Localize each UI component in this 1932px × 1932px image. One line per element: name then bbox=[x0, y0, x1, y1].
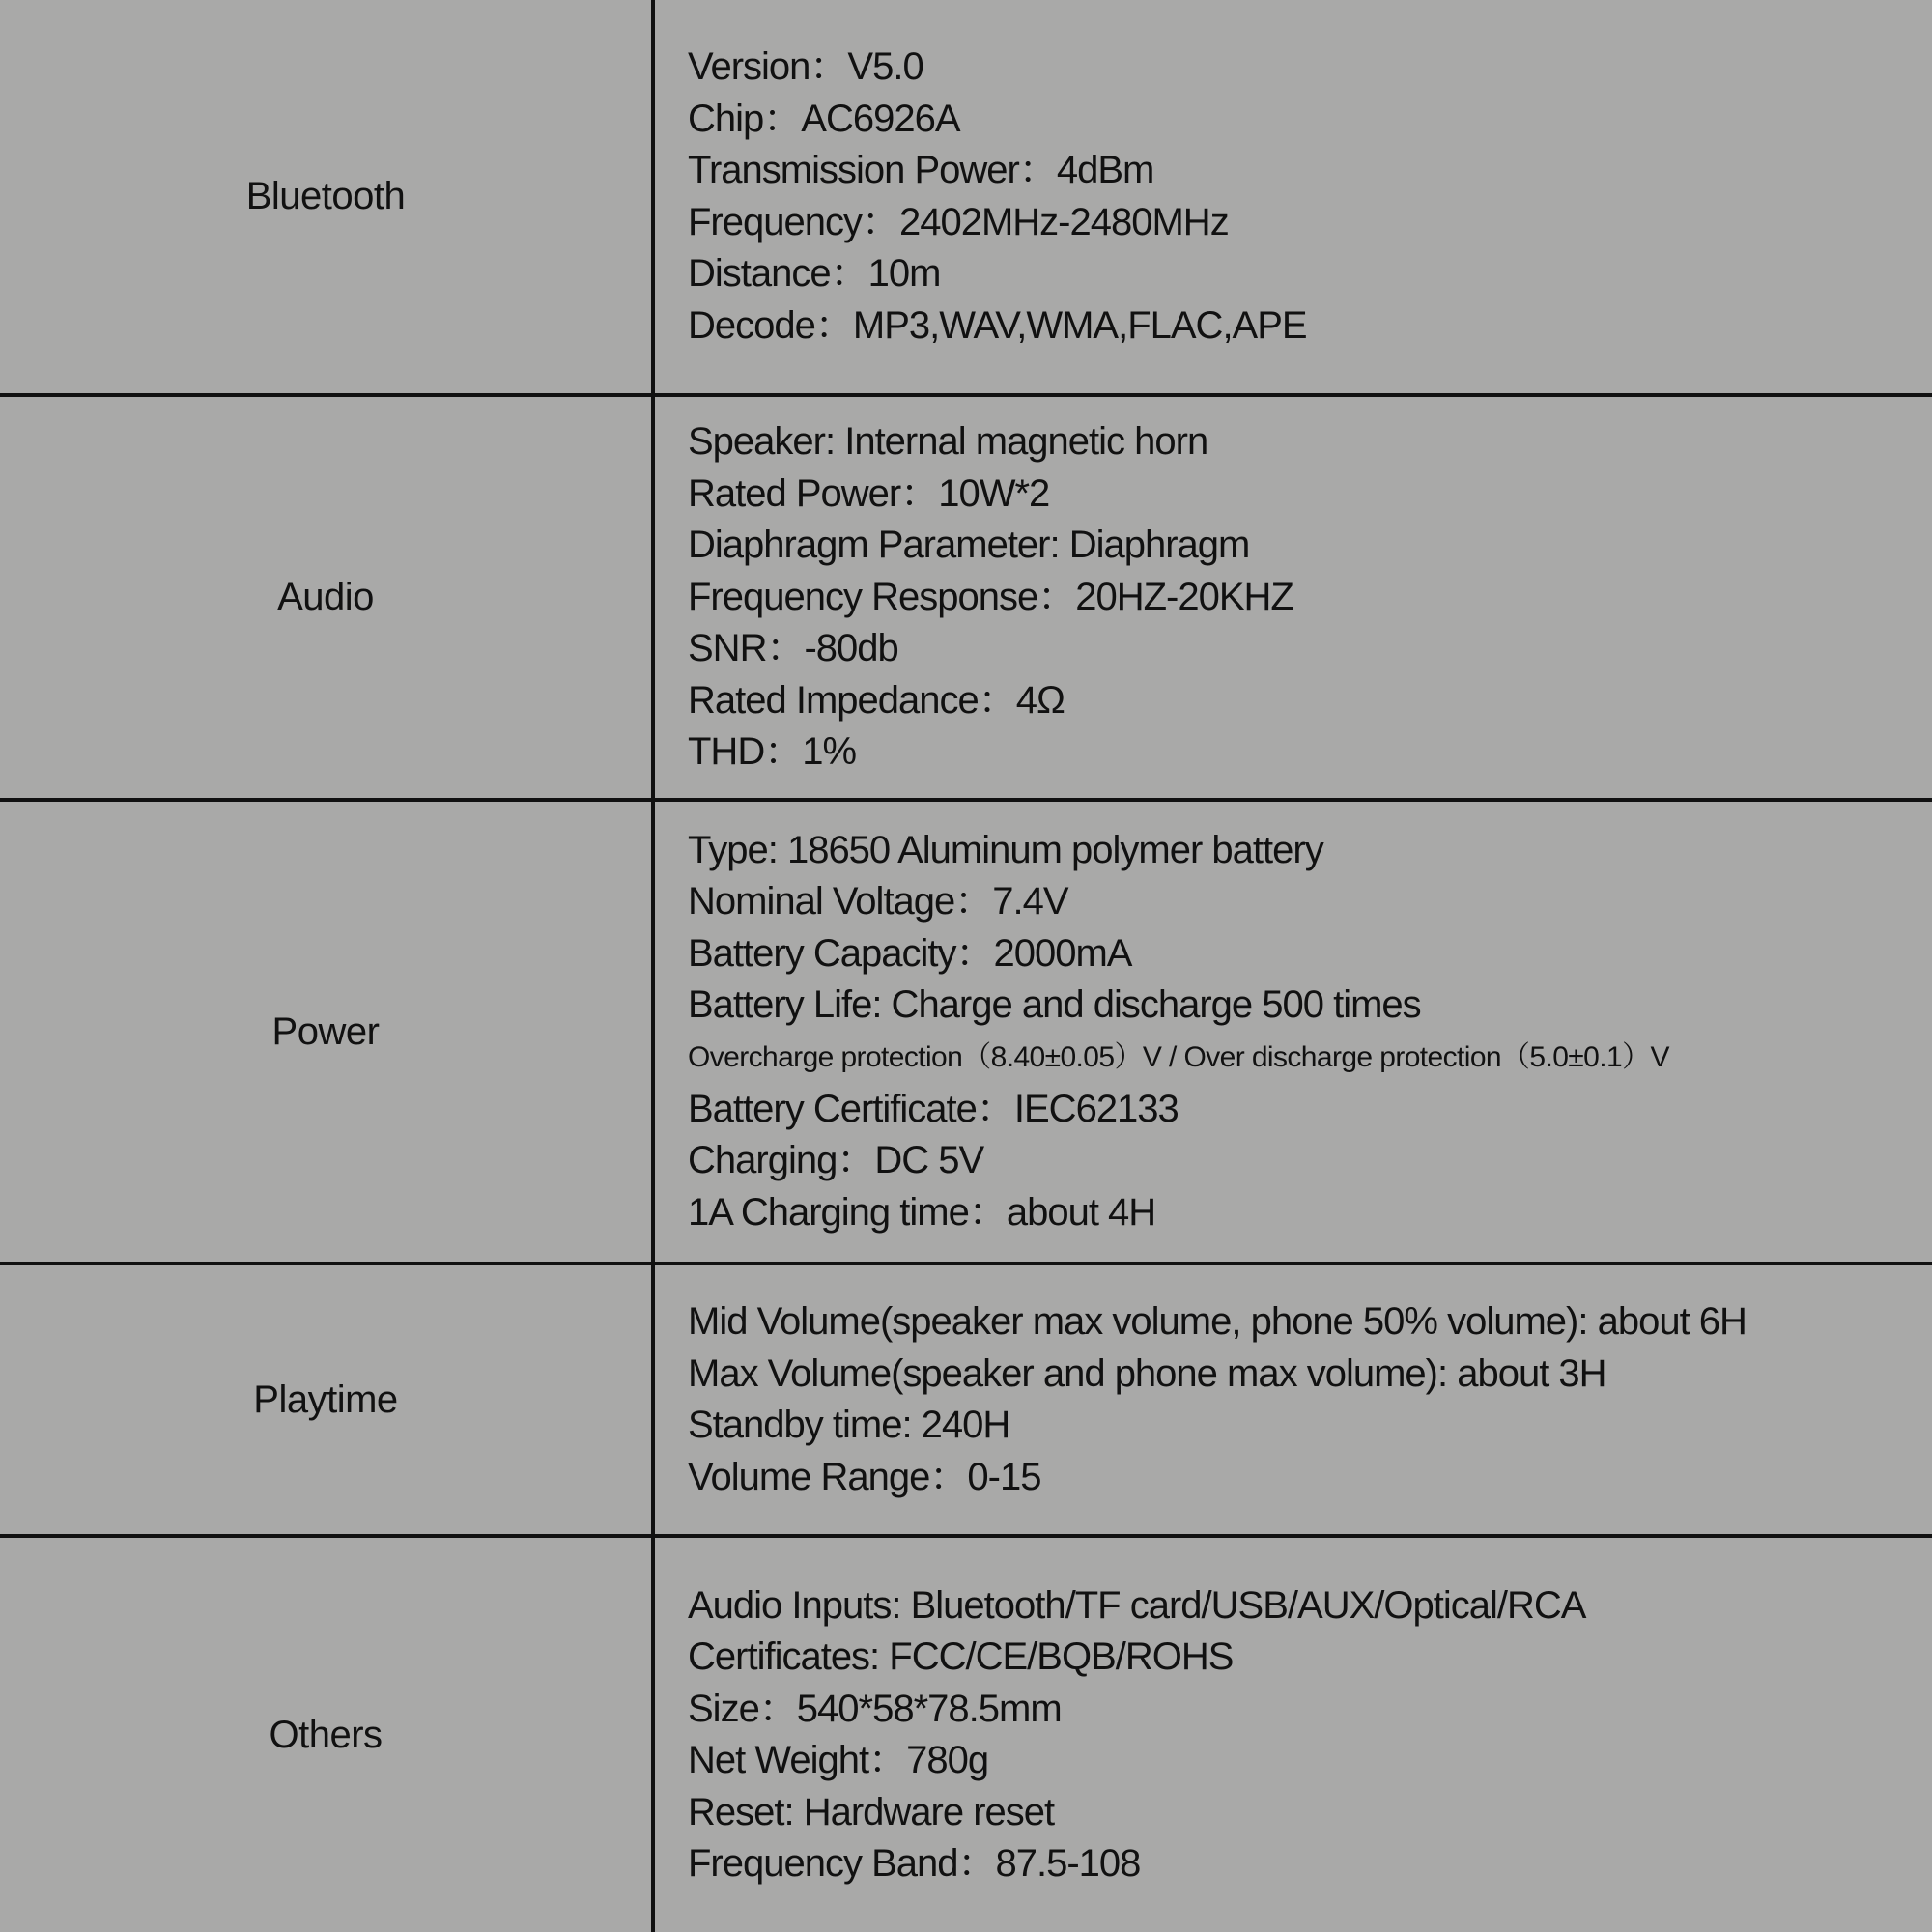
spec-item: Frequency：2402MHz-2480MHz bbox=[688, 200, 1229, 243]
spec-item: Max Volume(speaker and phone max volume): about 3H bbox=[688, 1351, 1606, 1395]
spec-item: Net Weight：780g bbox=[688, 1739, 989, 1781]
category-bluetooth: Bluetooth bbox=[245, 175, 406, 217]
spec-item: Audio Inputs: Bluetooth/TF card/USB/AUX/Optical/RCA bbox=[688, 1583, 1586, 1627]
spec-item: Nominal Voltage：7.4V bbox=[688, 880, 1068, 923]
spec-item: Frequency Band：87.5-108 bbox=[688, 1842, 1141, 1885]
spec-item: Distance：10m bbox=[688, 252, 941, 295]
spec-item: Overcharge protection（8.40±0.05）V / Over discharge protection（5.0±0.1）V bbox=[688, 1040, 1669, 1073]
spec-item: Speaker: Internal magnetic horn bbox=[688, 420, 1208, 464]
spec-item: Charging：DC 5V bbox=[688, 1139, 984, 1182]
spec-item: Standby time: 240H bbox=[688, 1404, 1010, 1446]
spec-item: Mid Volume(speaker max volume, phone 50% volume): about 6H bbox=[688, 1300, 1747, 1343]
spec-item: Transmission Power：4dBm bbox=[688, 149, 1154, 191]
spec-item: Battery Life: Charge and discharge 500 times bbox=[688, 983, 1421, 1027]
spec-item: Decode：MP3,WAV,WMA,FLAC,APE bbox=[688, 303, 1307, 347]
spec-list-playtime bbox=[688, 1265, 1915, 1534]
spec-item: THD：1% bbox=[688, 730, 857, 774]
spec-item: Rated Impedance：4Ω bbox=[688, 678, 1065, 722]
spec-item: Frequency Response：20HZ-20KHZ bbox=[688, 575, 1293, 618]
spec-item: Rated Power：10W*2 bbox=[688, 471, 1050, 515]
spec-list-bluetooth bbox=[688, 0, 1915, 393]
spec-item: Battery Capacity：2000mA bbox=[688, 931, 1132, 975]
spec-item: Version：V5.0 bbox=[688, 45, 923, 88]
spec-item: Reset: Hardware reset bbox=[688, 1790, 1055, 1833]
spec-list-power bbox=[688, 802, 1915, 1262]
category-others: Others bbox=[269, 1713, 383, 1756]
column-divider bbox=[651, 0, 655, 1932]
spec-item: Battery Certificate：IEC62133 bbox=[688, 1087, 1179, 1130]
spec-list-others bbox=[688, 1538, 1915, 1932]
spec-list-audio bbox=[688, 397, 1915, 798]
spec-item: Diaphragm Parameter: Diaphragm bbox=[688, 524, 1250, 567]
category-audio: Audio bbox=[277, 576, 374, 618]
spec-item: SNR：-80db bbox=[688, 627, 898, 670]
spec-item: Size：540*58*78.5mm bbox=[688, 1687, 1062, 1730]
category-playtime: Playtime bbox=[253, 1378, 398, 1421]
spec-item: Chip：AC6926A bbox=[688, 97, 960, 140]
spec-item: Volume Range：0-15 bbox=[688, 1455, 1041, 1498]
spec-item: 1A Charging time：about 4H bbox=[688, 1190, 1156, 1234]
spec-item: Certificates: FCC/CE/BQB/ROHS bbox=[688, 1635, 1234, 1678]
category-power: Power bbox=[271, 1009, 380, 1053]
spec-item: Type: 18650 Aluminum polymer battery bbox=[688, 828, 1323, 871]
